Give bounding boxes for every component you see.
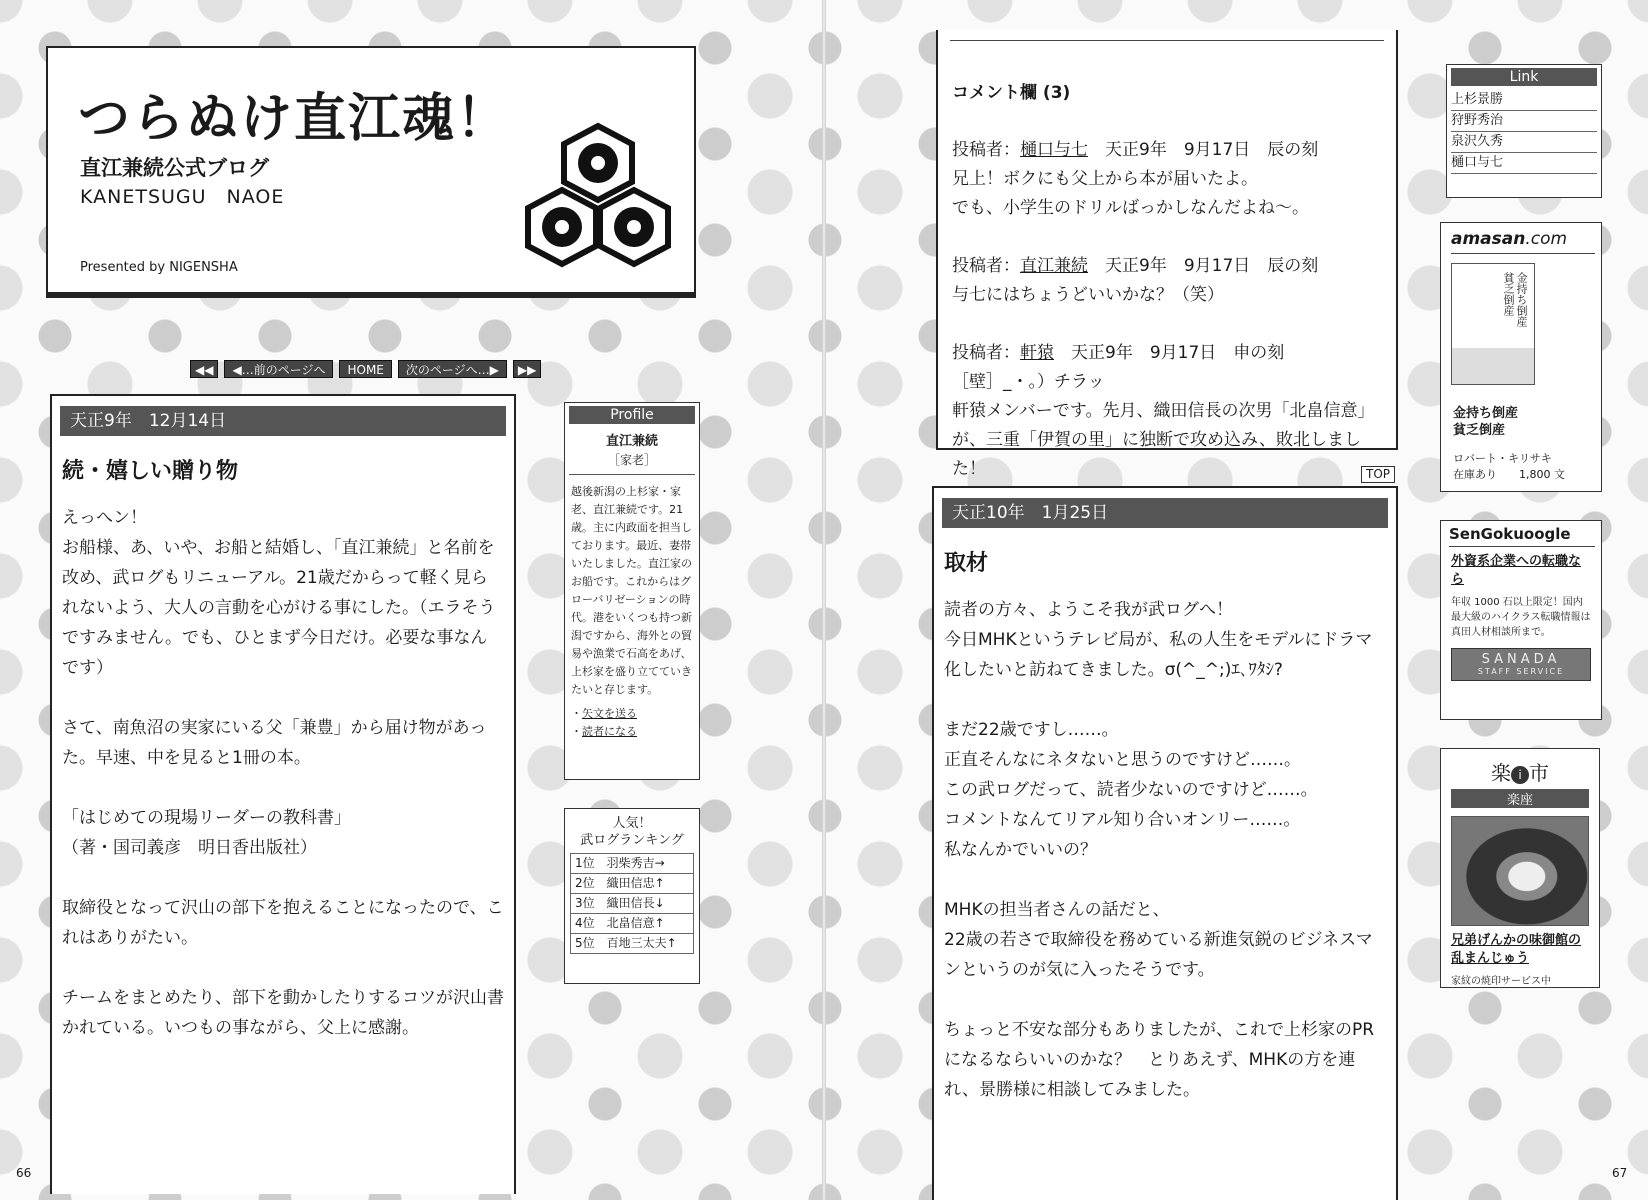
ranking-row[interactable] — [571, 874, 694, 894]
search-ad-box — [1440, 520, 1602, 720]
top-link[interactable]: TOP — [1361, 466, 1395, 483]
blog-entry-1 — [50, 394, 516, 1194]
family-crest-icon — [518, 122, 678, 272]
next-page-button[interactable]: 次のページへ…▶ — [398, 360, 507, 378]
page-number-right: 67 — [1612, 1166, 1628, 1180]
profile-box — [564, 402, 700, 780]
comments-heading: コメント欄 (3) — [952, 83, 1071, 103]
profile-rank: ［家老］ — [569, 451, 695, 475]
sanada-logo-main: SANADA — [1481, 652, 1561, 667]
entry-body: 読者の方々、ようこそ我が武ログへ！ 今日MHKというテレビ局が、私の人生をモデルにドラマ化したいと訪ねてきました。σ(^_^;)ｴ､ﾜﾀｼ? まだ22歳ですし……。 正直そんなにネタないと思うのですけど……。 この武ログだって、読者少ないのですけど……。 コメントなんてリアル知り合いオンリー……。 私なんかでいいの？ MHKの担当者さんの話だと、 22歳の若さで取締役を務めている新進気鋭のビジネスマンというのが気に入ったそうです。 ちょっと不安な部分もありましたが、これで上杉家のPRになるならいいのかな？ とりあえず、MHKの方を連れ、景勝様に相談してみました。 — [944, 600, 1375, 1100]
divider — [950, 40, 1384, 41]
book-cover-title: 金持ち倒産 貧乏倒産 — [1502, 272, 1528, 327]
prev-page-button[interactable]: ◀…前のページへ — [224, 360, 333, 378]
rank-name: 羽柴秀吉→ — [606, 856, 665, 870]
entry-date: 天正10年 1月25日 — [942, 498, 1388, 528]
profile-bio: 越後新潟の上杉家・家老、直江兼続です。21歳。主に内政面を担当しております。最近、妻帯いたしました。直江家のお船です。これからはグローバリゼーションの時代。港をいくつも持つ新潟ですから、海外との貿易や漁業で石高をあげ、上杉家を盛り立てていきたいと存じます。 — [571, 485, 692, 696]
ranking-table — [570, 853, 694, 954]
rank-name: 織田信忠↑ — [606, 876, 665, 890]
rank-number: 2位 — [575, 876, 595, 890]
ranking-row[interactable] — [571, 894, 694, 914]
comment-meta: 天正9年 9月17日 辰の刻 — [1088, 140, 1319, 160]
link-item[interactable]: 泉沢久秀 — [1451, 132, 1597, 153]
comment-meta: 天正9年 9月17日 申の刻 — [1054, 343, 1285, 363]
link-item[interactable]: 狩野秀治 — [1451, 111, 1597, 132]
rank-number: 5位 — [575, 936, 595, 950]
comment-item — [952, 252, 1392, 310]
profile-links: ・矢文を送る ・読者になる — [571, 707, 637, 738]
rank-number: 4位 — [575, 916, 595, 930]
book-stock-price: 在庫あり 1,800 文 — [1453, 468, 1565, 481]
book-title-line2: 貧乏倒産 — [1453, 423, 1506, 438]
profile-heading: Profile — [569, 406, 695, 424]
comment-label: 投稿者： — [952, 256, 1020, 276]
blog-romaji: KANETSUGU NAOE — [80, 186, 285, 208]
ranking-row[interactable] — [571, 854, 694, 874]
market-item-note: 家紋の焼印サービス中 — [1451, 976, 1551, 987]
last-page-button[interactable]: ▶▶ — [513, 360, 541, 378]
home-button[interactable]: HOME — [339, 360, 391, 378]
book-title-line1: 金持ち倒産 — [1453, 406, 1519, 421]
first-page-button[interactable]: ◀◀ — [190, 360, 218, 378]
comment-item — [952, 136, 1392, 223]
presented-by: Presented by NIGENSHA — [80, 260, 238, 275]
comment-meta: 天正9年 9月17日 辰の刻 — [1088, 256, 1319, 276]
rank-name: 百地三太夫↑ — [606, 936, 677, 950]
market-logo-left: 楽 — [1491, 761, 1511, 785]
shop-logo — [1451, 229, 1595, 254]
market-logo-right: 市 — [1529, 761, 1549, 785]
rank-number: 1位 — [575, 856, 595, 870]
rank-name: 北畠信意↑ — [606, 916, 665, 930]
sanada-logo[interactable] — [1451, 648, 1591, 681]
page-number-left: 66 — [16, 1166, 32, 1180]
rank-name: 織田信長↓ — [606, 896, 665, 910]
entry-date: 天正9年 12月14日 — [60, 406, 506, 436]
search-ad-heading: SenGokuoogle — [1449, 525, 1595, 547]
book-meta — [1453, 451, 1565, 483]
link-box — [1446, 64, 1602, 198]
ranking-box — [564, 808, 700, 984]
book-gutter — [822, 0, 826, 1200]
comment-text: 与七にはちょうどいいかな？（笑） — [952, 285, 1224, 305]
ranking-heading — [565, 815, 699, 849]
comments-list — [952, 136, 1392, 513]
book-author: ロバート・キリサキ — [1453, 452, 1552, 465]
search-ad-description: 年収 1000 石以上限定！国内最大級のハイクラス転職情報は真田人材相談所まで。 — [1451, 597, 1591, 638]
entry-title: 取材 — [944, 551, 989, 576]
market-ad-box — [1440, 748, 1600, 988]
sanada-logo-sub: STAFF SERVICE — [1477, 667, 1565, 676]
profile-name: 直江兼続 — [605, 434, 658, 449]
shop-logo-sub: .com — [1525, 229, 1568, 249]
market-logo — [1441, 757, 1599, 786]
book-title[interactable] — [1453, 405, 1518, 439]
ranking-heading-line1: 人気！ — [612, 816, 652, 831]
comment-author-link[interactable]: 軒猿 — [1020, 343, 1054, 363]
become-reader-link[interactable]: 読者になる — [582, 725, 637, 738]
link-heading: Link — [1451, 68, 1597, 86]
send-message-link[interactable]: 矢文を送る — [582, 707, 637, 720]
comment-text: 兄上！ボクにも父上から本が届いたよ。 でも、小学生のドリルばっかしなんだよね〜。 — [952, 169, 1309, 218]
comment-item — [952, 339, 1392, 484]
shop-ad-box — [1440, 222, 1602, 492]
comment-label: 投稿者： — [952, 343, 1020, 363]
shop-logo-main: amasan — [1451, 229, 1526, 249]
search-ad-link[interactable]: 外資系企業への転職なら — [1451, 554, 1582, 587]
comment-author-link[interactable]: 直江兼続 — [1020, 256, 1088, 276]
comment-text: ［壁］_・。）チラッ 軒猿メンバーです。先月、織田信長の次男「北畠信意」が、三重「伊賀の里」に独断で攻め込み、敗北しました！ — [952, 372, 1375, 479]
link-list — [1447, 90, 1601, 174]
entry-body: えっへン！ お船様、あ、いや、お船と結婚し、「直江兼続」と名前を改め、武ログもリニューアル。21歳だからって軽く見られないよう、大人の言動を心がける事にした。（エラそうですみません。でも、ひとまず今日だけ。必要な事なんです） さて、南魚沼の実家にいる父「兼豊」から届け物があった。早速、中を見ると1冊の本。 「はじめての現場リーダーの教科書」 （著・国司義彦 明日香出版社） 取締役となって沢山の部下を抱えることになったので、これはありがたい。 チームをまとめたり、部下を動かしたりするコツが沢山書かれている。いつもの事ながら、父上に感謝。 — [62, 508, 504, 1038]
blog-subtitle: 直江兼続公式ブログ — [80, 156, 269, 180]
ranking-heading-line2: 武ログランキング — [580, 833, 684, 848]
blog-header — [46, 46, 696, 298]
ranking-row[interactable] — [571, 934, 694, 954]
book-cover[interactable] — [1451, 263, 1535, 385]
comment-author-link[interactable]: 樋口与七 — [1020, 140, 1088, 160]
link-item[interactable]: 上杉景勝 — [1451, 90, 1597, 111]
rank-number: 3位 — [575, 896, 595, 910]
link-item[interactable]: 樋口与七 — [1451, 153, 1597, 174]
comment-label: 投稿者： — [952, 140, 1020, 160]
info-dot-icon: i — [1511, 766, 1529, 784]
ranking-row[interactable] — [571, 914, 694, 934]
page-navigation — [190, 360, 541, 378]
blog-entry-2 — [932, 486, 1398, 1200]
entry-title: 続・嬉しい贈り物 — [62, 459, 239, 484]
market-item-link[interactable]: 兄弟げんかの味御館の乱まんじゅう — [1451, 933, 1582, 966]
blog-title: つらぬけ直江魂！ — [78, 89, 511, 149]
market-subheading: 楽座 — [1451, 789, 1589, 808]
manju-photo[interactable] — [1451, 816, 1589, 926]
